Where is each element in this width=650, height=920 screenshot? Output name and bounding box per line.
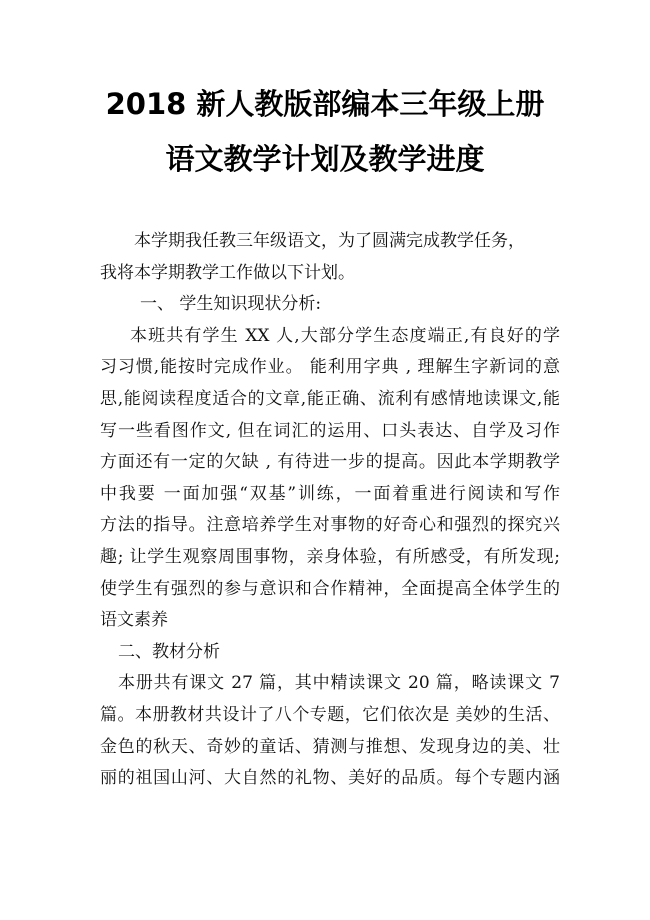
paragraph-line: 趣; 让学生观察周围事物，亲身体验，有所感受，有所发现;: [100, 546, 560, 567]
document-body: [100, 226, 560, 795]
paragraph-line: 中我要 一面加强“双基”训练，一面着重进行阅读和写作: [100, 483, 560, 504]
paragraph-line: 方面还有一定的欠缺 , 有待进一步的提高。因此本学期教学: [100, 452, 560, 473]
paragraph-line: 写一些看图作文, 但在词汇的运用、口头表达、自学及习作: [100, 420, 560, 441]
paragraph-line: 本学期我任教三年级语文，为了圆满完成教学任务，: [134, 231, 525, 251]
section-heading-1: 一、 学生知识现状分析:: [140, 294, 322, 315]
paragraph-line: 金色的秋天、奇妙的童话、猜测与推想、发现身边的美、壮: [100, 736, 560, 757]
document-title-line-1: 2018 新人教版部编本三年级上册: [105, 87, 545, 121]
paragraph-line: 本册共有课文 27 篇，其中精读课文 20 篇，略读课文 7: [118, 673, 560, 694]
paragraph-line: 习习惯,能按时完成作业。 能利用字典 , 理解生字新词的意: [100, 357, 560, 378]
paragraph-line: 我将本学期教学工作做以下计划。: [100, 262, 355, 283]
paragraph-line: 思,能阅读程度适合的文章,能正确、流利有感情地读课文,能: [100, 388, 560, 409]
section-heading-2: 二、教材分析: [118, 641, 220, 662]
paragraph-line: 语文素养: [100, 610, 168, 631]
paragraph-line: 丽的祖国山河、大自然的礼物、美好的品质。每个专题内涵: [100, 768, 560, 789]
document-title-line-2: 语文教学计划及教学进度: [165, 142, 485, 176]
paragraph-line: 本班共有学生 XX 人,大部分学生态度端正,有良好的学: [130, 325, 560, 346]
paragraph-line: 使学生有强烈的参与意识和合作精神，全面提高全体学生的: [100, 578, 560, 599]
paragraph-line: 篇。本册教材共设计了八个专题，它们依次是 美妙的生活、: [100, 704, 560, 725]
paragraph-line: 方法的指导。注意培养学生对事物的好奇心和强烈的探究兴: [100, 515, 560, 536]
